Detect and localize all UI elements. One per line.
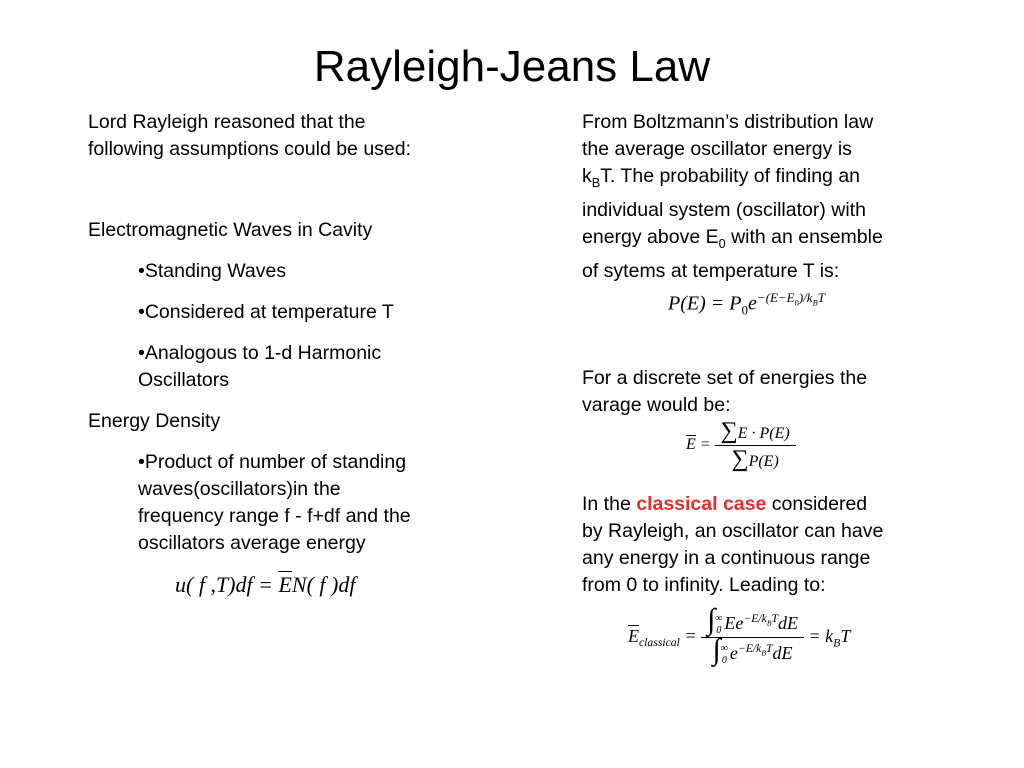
para1-line: individual system (oscillator) with	[582, 198, 866, 221]
bullet-product-line: •Product of number of standing	[138, 451, 407, 473]
bullet-harmonic: •Analogous to 1-d Harmonic	[138, 342, 382, 364]
heading-energy-density: Energy Density	[88, 410, 221, 432]
para1-line: of sytems at temperature T is:	[582, 259, 840, 282]
average-denominator: ∑P(E)	[731, 446, 779, 472]
para1-line: From Boltzmann’s distribution law	[582, 111, 874, 133]
classical-subscript: classical	[639, 636, 680, 650]
equation-classical-average: $E_{classical}$ = ∫∞ 0 $Ee^{-E/k_BT}dE$ ∫∞ 0 $e^{-E/k_BT}dE$ = $k_BT$	[628, 603, 851, 666]
para3-first-line: In the classical case considered	[582, 492, 868, 515]
para3-line: by Rayleigh, an oscillator can have	[582, 519, 884, 542]
average-fraction	[715, 418, 796, 473]
para3-line: any energy in a continuous range	[582, 546, 871, 569]
slide-title: Rayleigh-Jeans Law	[313, 42, 711, 91]
bullet-product-line: frequency range f - f+df and the	[138, 505, 411, 527]
bullet-temperature: •Considered at temperature T	[138, 301, 394, 323]
classical-denominator: ∫∞ 0 $e^{-E/k_BT}dE$	[712, 632, 793, 666]
para1-line: the average oscillator energy is	[582, 138, 852, 160]
average-numerator: ∑E · P(E)	[715, 418, 796, 446]
equation-probability: $P(E) = P_0e^{-(E-E_0)/k_BT}$	[668, 290, 825, 318]
classical-fraction	[701, 603, 804, 667]
equation-discrete-average: E = $\frac{\sum E \cdot P(E)}{\sum P(E)}$	[686, 418, 796, 473]
para1-kbt-line: $k_BT$. The probability of finding an	[582, 165, 861, 190]
classical-case-highlight: classical case	[636, 492, 767, 515]
intro-line: following assumptions could be used:	[88, 138, 412, 160]
para2-line: For a discrete set of energies the	[582, 366, 868, 389]
left-column	[88, 109, 488, 557]
para2-line: varage would be:	[582, 393, 731, 416]
bullet-product-line: oscillators average energy	[138, 532, 366, 554]
intro-line: Lord Rayleigh reasoned that the	[88, 111, 366, 133]
equation-energy-density: u( f ,T)df = EN( f )df	[175, 572, 356, 597]
right-column	[582, 109, 952, 599]
para1-energy-line: energy above $E_0$ with an ensemble	[582, 225, 883, 251]
heading-em-waves: Electromagnetic Waves in Cavity	[88, 219, 373, 241]
bullet-standing-waves: •Standing Waves	[138, 260, 287, 282]
bullet-product-line: waves(oscillators)in the	[138, 478, 341, 500]
classical-numerator: ∫∞ 0 $Ee^{-E/k_BT}dE$	[701, 608, 804, 638]
bullet-harmonic-cont: Oscillators	[138, 369, 230, 391]
para3-line: from 0 to infinity. Leading to:	[582, 573, 826, 596]
classical-result: = $k_BT$	[808, 625, 851, 650]
